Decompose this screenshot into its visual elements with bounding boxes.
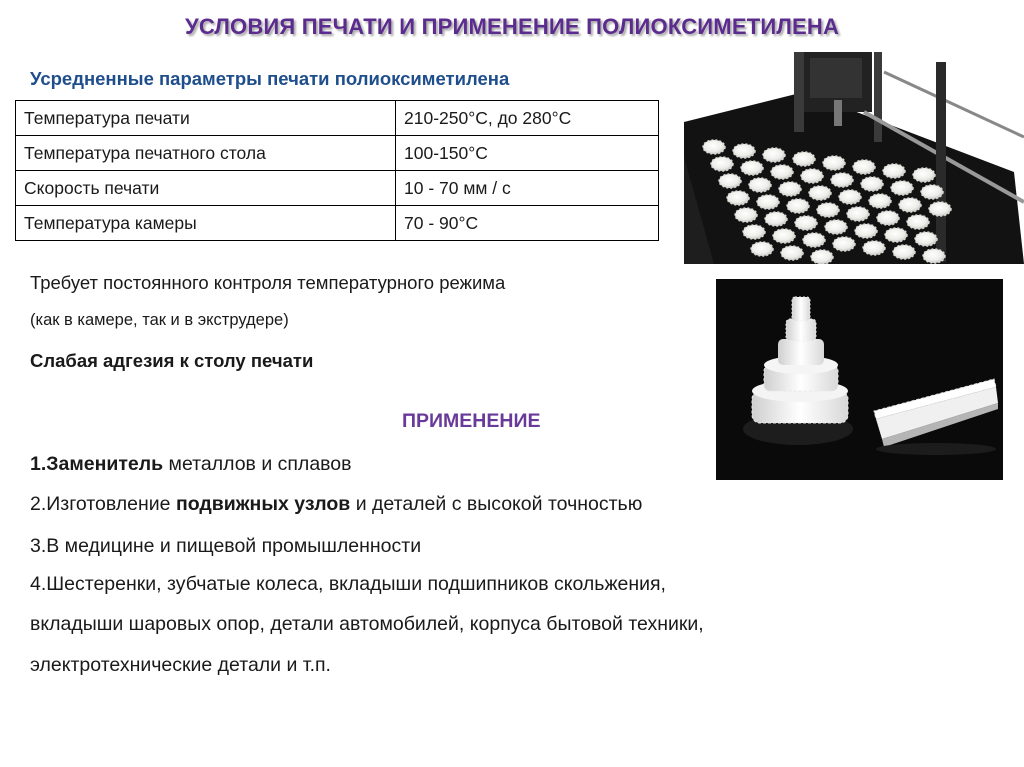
gear-decoration (771, 165, 793, 179)
slide-title: УСЛОВИЯ ПЕЧАТИ И ПРИМЕНЕНИЕ ПОЛИОКСИМЕТИЛЕНА (184, 14, 840, 39)
gear-decoration (809, 186, 831, 200)
gear-decoration (803, 233, 825, 247)
gear-decoration (855, 224, 877, 238)
param-value: 70 - 90°С (396, 206, 659, 241)
gear-decoration (891, 181, 913, 195)
gear-decoration (899, 198, 921, 212)
gear-decoration (869, 194, 891, 208)
param-name: Температура печатного стола (16, 136, 396, 171)
gear-decoration (817, 203, 839, 217)
param-name: Скорость печати (16, 171, 396, 206)
gear-decoration (779, 182, 801, 196)
gear-decoration (727, 191, 749, 205)
table-row (16, 206, 659, 241)
gear-decoration (853, 160, 875, 174)
gear-decoration (801, 169, 823, 183)
gear-decoration (913, 168, 935, 182)
gear-decoration (763, 148, 785, 162)
gear-decoration (733, 144, 755, 158)
printer-bed-gears-photo (684, 52, 1024, 264)
application-item-3: 3.В медицине и пищевой промышленности (30, 535, 422, 557)
gear-decoration (823, 156, 845, 170)
gear-decoration (719, 174, 741, 188)
application-item-2-text: и деталей с высокой точностью (350, 493, 643, 515)
application-item-4-line-3: электротехнические детали и т.п. (30, 654, 331, 676)
application-item-2-bold: подвижных узлов (175, 493, 351, 515)
table-caption: Усредненные параметры печати полиоксиметилена (30, 68, 510, 89)
param-name: Температура печати (16, 101, 396, 136)
gear-decoration (781, 246, 803, 260)
table-row (16, 101, 659, 136)
gear-decoration (839, 190, 861, 204)
gear-decoration (885, 228, 907, 242)
gear-decoration (735, 208, 757, 222)
gear-decoration (883, 164, 905, 178)
table-row (16, 136, 659, 171)
param-name: Температура камеры (16, 206, 396, 241)
gear-decoration (877, 211, 899, 225)
gear-decoration (921, 185, 943, 199)
param-value: 210-250°С, до 280°С (396, 101, 659, 136)
application-item-4-line-1: 4.Шестеренки, зубчатые колеса, вкладыши подшипников скольжения, (30, 573, 666, 595)
gear-decoration (741, 161, 763, 175)
gear-decoration (773, 229, 795, 243)
gear-decoration (757, 195, 779, 209)
gear-decoration (831, 173, 853, 187)
application-item-2 (30, 493, 642, 516)
gear-decoration (793, 152, 815, 166)
gear-decoration (795, 216, 817, 230)
param-value: 100-150°С (396, 136, 659, 171)
pom-gears-and-rack-photo (716, 279, 1003, 480)
gear-decoration (833, 237, 855, 251)
param-value: 10 - 70 мм / с (396, 171, 659, 206)
gear-decoration (863, 241, 885, 255)
adhesion-note: Слабая адгезия к столу печати (30, 350, 314, 371)
application-item-1-text: металлов и сплавов (163, 453, 352, 475)
print-parameters-table (15, 100, 659, 241)
gear-decoration (787, 199, 809, 213)
gear-decoration (825, 220, 847, 234)
temperature-control-detail: (как в камере, так и в экструдере) (30, 311, 289, 329)
gear-decoration (923, 249, 945, 263)
gear-decoration (703, 140, 725, 154)
application-item-2-prefix: 2.Изготовление (30, 493, 176, 515)
gear-decoration (893, 245, 915, 259)
gear-decoration (861, 177, 883, 191)
gear-decoration (915, 232, 937, 246)
gear-decoration (907, 215, 929, 229)
gear-decoration (847, 207, 869, 221)
gear-decoration (929, 202, 951, 216)
application-heading: ПРИМЕНЕНИЕ (402, 410, 541, 432)
gear-decoration (743, 225, 765, 239)
table-row (16, 171, 659, 206)
gear-decoration (751, 242, 773, 256)
application-item-1 (30, 453, 352, 476)
application-item-1-bold: 1.Заменитель (30, 453, 164, 475)
gear-decoration (749, 178, 771, 192)
gear-decoration (765, 212, 787, 226)
temperature-control-note: Требует постоянного контроля температурного режима (30, 272, 506, 293)
gear-decoration (711, 157, 733, 171)
gear-decoration (811, 250, 833, 264)
application-item-4-line-2: вкладыши шаровых опор, детали автомобилей, корпуса бытовой техники, (30, 613, 704, 635)
